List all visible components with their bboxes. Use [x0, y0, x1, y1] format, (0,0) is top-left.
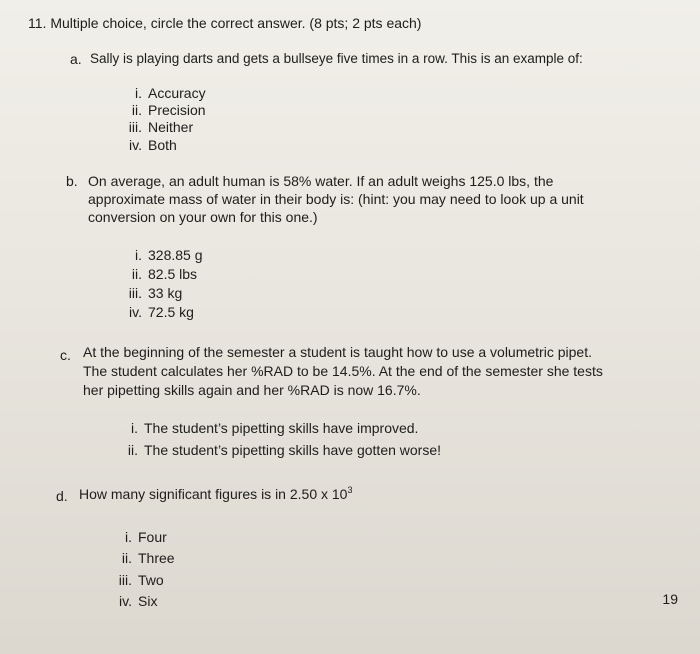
part-d-option-1[interactable]	[106, 528, 167, 546]
part-d-option-2[interactable]	[106, 549, 175, 567]
option-text: 72.5 kg	[148, 304, 194, 320]
part-d-letter: d.	[56, 488, 68, 504]
part-c-line-2: The student calculates her %RAD to be 14.5%. At the end of the semester she tests	[83, 363, 603, 379]
part-d-prompt	[79, 485, 352, 503]
part-a-prompt	[90, 50, 583, 68]
part-b-letter: b.	[66, 173, 78, 189]
option-text: Neither	[148, 119, 194, 135]
part-b-prompt	[88, 172, 584, 226]
option-text: Precision	[148, 102, 206, 118]
part-b-line-2: approximate mass of water in their body is: (hint: you may need to look up a unit	[88, 191, 584, 207]
part-b-line-3: conversion on your own for this one.)	[88, 209, 318, 225]
option-number: iv.	[119, 593, 132, 609]
option-text: Both	[148, 137, 177, 153]
part-b-line-1: On average, an adult human is 58% water. If an adult weighs 125.0 lbs, the	[88, 173, 554, 189]
part-b-option-4[interactable]	[116, 303, 194, 321]
option-text: Six	[138, 593, 158, 609]
option-number: i.	[135, 85, 142, 101]
option-text: 328.85 g	[148, 247, 203, 263]
option-number: iii.	[118, 572, 132, 588]
part-c-line-1: At the beginning of the semester a student is taught how to use a volumetric pipet.	[83, 344, 592, 360]
option-number: iii.	[128, 285, 142, 301]
option-number: iv.	[129, 304, 142, 320]
option-text: The student’s pipetting skills have gotten worse!	[144, 442, 442, 458]
option-number: i.	[135, 247, 142, 263]
option-number: ii.	[127, 442, 138, 458]
part-b-option-2[interactable]	[116, 265, 197, 283]
part-d-line: How many significant figures is in 2.50 x 10	[79, 486, 348, 502]
part-a-letter: a.	[70, 51, 82, 67]
option-text: Two	[138, 572, 164, 588]
option-number: ii.	[131, 266, 142, 282]
option-text: 33 kg	[148, 285, 183, 301]
option-number: iii.	[128, 119, 142, 135]
part-b-option-1[interactable]	[116, 246, 203, 264]
option-text: Three	[138, 550, 175, 566]
option-text: 82.5 lbs	[148, 266, 198, 282]
option-number: i.	[125, 529, 132, 545]
option-text: Four	[138, 529, 167, 545]
part-b-option-3[interactable]	[116, 284, 182, 302]
part-a-option-3[interactable]	[116, 118, 193, 136]
option-text: Accuracy	[148, 85, 206, 101]
part-c-letter: c.	[60, 347, 71, 363]
part-a-option-2[interactable]	[116, 101, 206, 119]
option-number: ii.	[121, 550, 132, 566]
option-text: The student’s pipetting skills have improved.	[144, 420, 419, 436]
part-c-line-3: her pipetting skills again and her %RAD is now 16.7%.	[83, 382, 421, 398]
part-c-option-1[interactable]	[112, 419, 418, 437]
part-a-option-4[interactable]	[116, 136, 177, 154]
part-c-prompt	[83, 343, 603, 400]
part-d-option-3[interactable]	[106, 571, 164, 589]
part-a-line-1: Sally is playing darts and gets a bullseye five times in a row. This is an example of:	[90, 51, 583, 66]
part-c-option-2[interactable]	[112, 441, 441, 459]
option-number: i.	[131, 420, 138, 436]
question-header: 11. Multiple choice, circle the correct answer. (8 pts; 2 pts each)	[28, 15, 422, 31]
option-number: iv.	[129, 137, 142, 153]
part-a-option-1[interactable]	[116, 84, 206, 102]
page-number: 19	[662, 591, 678, 607]
option-number: ii.	[131, 102, 142, 118]
part-d-exponent: 3	[347, 485, 353, 495]
part-d-option-4[interactable]	[106, 592, 157, 610]
